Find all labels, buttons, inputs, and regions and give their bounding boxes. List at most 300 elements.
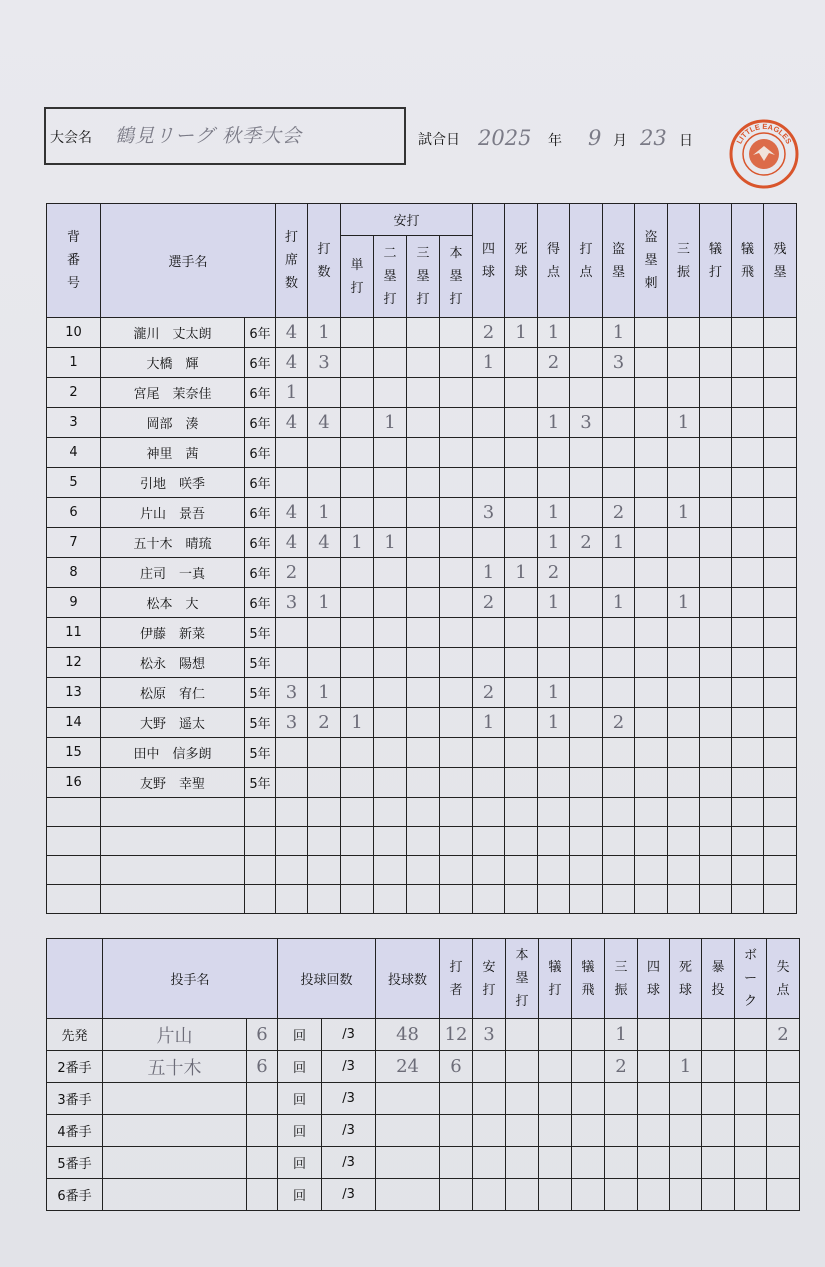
blank-cell [570,856,603,885]
stat-hbp [505,378,538,408]
player-name: 片山 景吾 [101,498,245,528]
pitcher-role: 3番手 [47,1083,103,1115]
stat-pa [276,618,308,648]
pstat-sf [572,1115,605,1147]
stat-single [341,618,374,648]
stat-rbi: 3 [570,408,603,438]
inning-unit: 回 [278,1147,322,1179]
pstat-hr [506,1083,539,1115]
stat-double [374,708,407,738]
col-triple [407,236,440,318]
stat-double [374,618,407,648]
header-text: 失 点 [776,959,790,998]
pitcher-innings-full [247,1115,278,1147]
col-cs [635,204,668,318]
inning-third: /3 [322,1083,376,1115]
header-text: 本 塁 打 [449,246,463,307]
stat-runs: 1 [538,318,570,348]
stat-runs: 1 [538,528,570,558]
stat-cs [635,348,668,378]
pstat-r [767,1115,800,1147]
blank-row [47,798,825,827]
stat-so [668,768,700,798]
stat-hr [440,648,473,678]
header-text: 残 塁 [773,241,787,280]
player-row [47,648,825,678]
blank-cell [764,856,797,885]
stat-triple [407,618,440,648]
pstat-h [473,1179,506,1211]
pstat-hr [506,1019,539,1051]
pitch-count: 24 [376,1051,440,1083]
blank-cell [538,798,570,827]
pstat-balk [735,1147,767,1179]
pitching-table [46,938,800,1211]
stat-ab [308,768,341,798]
player-number: 8 [47,558,101,588]
pstat-bf: 6 [440,1051,473,1083]
stat-triple [407,738,440,768]
stat-rbi [570,378,603,408]
date-month: 9 [588,126,602,150]
stat-sf [732,498,764,528]
blank-row [47,885,825,914]
pstat-so [605,1179,638,1211]
stat-hbp [505,648,538,678]
player-row [47,378,825,408]
col-runs [538,204,570,318]
stat-hr [440,378,473,408]
col-sb [603,204,635,318]
pitcher-role: 5番手 [47,1147,103,1179]
stat-sb [603,648,635,678]
stat-single: 1 [341,708,374,738]
stat-sf [732,558,764,588]
stat-rbi: 2 [570,528,603,558]
col-p-hr [506,939,539,1019]
pitcher-name: 片山 [103,1019,247,1051]
header-text: 犠 飛 [741,241,755,280]
inning-unit: 回 [278,1019,322,1051]
year-unit: 年 [548,133,562,149]
pstat-wp [702,1115,735,1147]
blank-cell [407,885,440,914]
stat-pa: 4 [276,348,308,378]
pstat-hr [506,1147,539,1179]
pstat-r [767,1051,800,1083]
pstat-wp [702,1179,735,1211]
stat-sac [700,318,732,348]
pitch-count [376,1115,440,1147]
col-ab [308,204,341,318]
stat-double [374,498,407,528]
stat-ab [308,648,341,678]
pstat-hbp [670,1147,702,1179]
stat-so: 1 [668,498,700,528]
pstat-balk [735,1115,767,1147]
pstat-sf [572,1083,605,1115]
stat-hbp [505,768,538,798]
stat-sf [732,588,764,618]
pstat-h [473,1115,506,1147]
player-name: 引地 咲季 [101,468,245,498]
pitcher-innings-full [247,1147,278,1179]
stat-single [341,408,374,438]
pstat-bb [638,1083,670,1115]
stat-triple [407,558,440,588]
player-name: 瀧川 丈太朗 [101,318,245,348]
stat-sb [603,768,635,798]
stat-single [341,318,374,348]
stat-sac [700,708,732,738]
pstat-bb [638,1051,670,1083]
stat-triple [407,348,440,378]
pstat-bf [440,1115,473,1147]
blank-cell [603,856,635,885]
stat-so [668,378,700,408]
player-grade: 6年 [245,318,276,348]
blank-cell [603,885,635,914]
stat-so [668,348,700,378]
stat-sb: 2 [603,498,635,528]
date-day: 23 [640,126,667,150]
col-so [668,204,700,318]
stat-pa [276,468,308,498]
stat-triple [407,318,440,348]
player-grade: 5年 [245,738,276,768]
stat-runs [538,618,570,648]
player-grade: 5年 [245,678,276,708]
stat-hbp [505,708,538,738]
stat-walk: 2 [473,318,505,348]
stat-runs [538,438,570,468]
blank-cell [245,827,276,856]
stat-walk [473,468,505,498]
col-p-sf [572,939,605,1019]
pstat-h [473,1083,506,1115]
pitcher-innings-full: 6 [247,1051,278,1083]
stat-hr [440,678,473,708]
blank-cell [245,798,276,827]
stat-triple [407,498,440,528]
player-number: 11 [47,618,101,648]
stat-sf [732,348,764,378]
stat-hbp: 1 [505,558,538,588]
stat-single [341,678,374,708]
blank-cell [473,885,505,914]
stat-rbi [570,708,603,738]
stat-pa: 4 [276,498,308,528]
stat-ab [308,558,341,588]
inning-third: /3 [322,1019,376,1051]
stat-sac [700,438,732,468]
player-grade: 6年 [245,438,276,468]
header-text: 死 球 [679,959,693,998]
player-name: 岡部 湊 [101,408,245,438]
col-p-bb [638,939,670,1019]
blank-cell [505,798,538,827]
header-text: 打 点 [579,241,593,280]
stat-so [668,468,700,498]
player-name: 庄司 一真 [101,558,245,588]
player-grade: 5年 [245,648,276,678]
stat-sb: 1 [603,318,635,348]
player-grade: 6年 [245,558,276,588]
stat-lob [764,378,797,408]
pitch-count [376,1179,440,1211]
blank-cell [47,827,101,856]
blank-cell [308,798,341,827]
pstat-sf [572,1051,605,1083]
stat-so [668,318,700,348]
pstat-bb [638,1019,670,1051]
stat-walk [473,738,505,768]
stat-cs [635,768,668,798]
blank-cell [308,885,341,914]
blank-row [47,827,825,856]
stat-cs [635,738,668,768]
stat-cs [635,498,668,528]
stat-walk: 1 [473,558,505,588]
stat-sf [732,768,764,798]
player-grade: 5年 [245,708,276,738]
blank-cell [341,856,374,885]
blank-cell [308,856,341,885]
stat-so [668,528,700,558]
stat-cs [635,438,668,468]
stat-so [668,618,700,648]
pstat-sac [539,1083,572,1115]
stat-sf [732,678,764,708]
blank-cell [505,827,538,856]
stat-double: 1 [374,528,407,558]
stat-sf [732,318,764,348]
stat-cs [635,318,668,348]
col-pitches: 投球数 [376,939,440,1019]
blank-cell [374,827,407,856]
pstat-hbp [670,1115,702,1147]
header-text: 四 球 [647,959,661,998]
stat-rbi [570,468,603,498]
pstat-sf [572,1179,605,1211]
blank-cell [473,827,505,856]
stat-pa [276,648,308,678]
logo-text: LITTLE EAGLES [734,121,794,146]
stat-triple [407,438,440,468]
pitcher-name [103,1115,247,1147]
stat-rbi [570,678,603,708]
blank-cell [47,885,101,914]
stat-cs [635,468,668,498]
stat-so [668,558,700,588]
blank-cell [374,798,407,827]
blank-cell [341,798,374,827]
pstat-r: 2 [767,1019,800,1051]
header-text: 四 球 [482,241,496,280]
stat-pa: 3 [276,588,308,618]
player-number: 5 [47,468,101,498]
stat-cs [635,558,668,588]
player-row [47,498,825,528]
stat-sac [700,588,732,618]
blank-cell [101,798,245,827]
player-name: 伊藤 新菜 [101,618,245,648]
stat-runs: 1 [538,678,570,708]
inning-unit: 回 [278,1179,322,1211]
blank-cell [538,885,570,914]
col-h [473,939,506,1019]
stat-so [668,648,700,678]
stat-single [341,648,374,678]
blank-cell [276,827,308,856]
stat-hbp [505,588,538,618]
stat-rbi [570,318,603,348]
pitcher-name [103,1179,247,1211]
stat-runs [538,648,570,678]
header-text: 犠 飛 [581,959,595,998]
stat-triple [407,588,440,618]
stat-double [374,378,407,408]
blank-cell [245,885,276,914]
stat-walk: 1 [473,708,505,738]
player-row [47,588,825,618]
pstat-bf: 12 [440,1019,473,1051]
stat-sac [700,348,732,378]
blank-cell [473,798,505,827]
tournament-label: 大会名 [50,130,92,146]
pstat-balk [735,1083,767,1115]
blank-cell [570,827,603,856]
col-sf [732,204,764,318]
stat-hr [440,438,473,468]
stat-rbi [570,558,603,588]
stat-hr [440,738,473,768]
blank-cell [700,856,732,885]
col-pitcher-name: 投手名 [103,939,278,1019]
col-bf [440,939,473,1019]
stat-sf [732,528,764,558]
stat-walk: 2 [473,678,505,708]
stat-lob [764,648,797,678]
stat-rbi [570,588,603,618]
blank-cell [440,798,473,827]
blank-cell [101,856,245,885]
pitcher-row [47,1179,800,1211]
stat-cs [635,378,668,408]
stat-hr [440,768,473,798]
pstat-sac [539,1179,572,1211]
blank-cell [276,798,308,827]
stat-pa: 4 [276,318,308,348]
pstat-sac [539,1019,572,1051]
stat-triple [407,528,440,558]
stat-lob [764,588,797,618]
pitcher-name [103,1083,247,1115]
blank-cell [764,827,797,856]
player-row [47,678,825,708]
player-grade: 6年 [245,378,276,408]
stat-rbi [570,348,603,378]
col-role [47,939,103,1019]
stat-double [374,588,407,618]
pstat-bf [440,1083,473,1115]
stat-double [374,468,407,498]
stat-hbp [505,678,538,708]
blank-cell [341,827,374,856]
stat-double [374,558,407,588]
stat-sf [732,708,764,738]
player-name: 友野 幸聖 [101,768,245,798]
blank-cell [764,885,797,914]
blank-cell [570,798,603,827]
col-double [374,236,407,318]
stat-lob [764,438,797,468]
col-pa [276,204,308,318]
blank-cell [407,798,440,827]
header-text: 背 番 号 [66,230,80,291]
stat-triple [407,678,440,708]
header-text: 盗 塁 刺 [644,230,658,291]
stat-single [341,438,374,468]
pstat-r [767,1083,800,1115]
player-number: 1 [47,348,101,378]
blank-cell [308,827,341,856]
stat-sac [700,408,732,438]
blank-cell [732,885,764,914]
player-number: 13 [47,678,101,708]
player-number: 4 [47,438,101,468]
stat-sb: 1 [603,528,635,558]
pstat-balk [735,1179,767,1211]
player-number: 16 [47,768,101,798]
stat-single [341,738,374,768]
pitcher-row [47,1083,800,1115]
stat-so [668,738,700,768]
blank-cell [440,827,473,856]
stat-hr [440,348,473,378]
pstat-r [767,1147,800,1179]
header-text: 死 球 [514,241,528,280]
stat-lob [764,498,797,528]
pstat-h [473,1147,506,1179]
stat-ab: 4 [308,408,341,438]
stat-sac [700,378,732,408]
stat-triple [407,708,440,738]
pitch-count [376,1083,440,1115]
blank-cell [668,798,700,827]
pstat-bf [440,1179,473,1211]
stat-lob [764,678,797,708]
stat-sb: 2 [603,708,635,738]
pitch-count: 48 [376,1019,440,1051]
blank-cell [276,856,308,885]
player-name: 松原 宥仁 [101,678,245,708]
player-name: 五十木 晴琉 [101,528,245,558]
day-unit: 日 [679,133,693,149]
blank-cell [473,856,505,885]
header-text: 打 数 [317,241,331,280]
stat-walk: 3 [473,498,505,528]
pitcher-row [47,1147,800,1179]
stat-sac [700,768,732,798]
blank-cell [635,798,668,827]
pstat-bb [638,1179,670,1211]
stat-lob [764,768,797,798]
stat-sf [732,618,764,648]
header-text: 得 点 [547,241,561,280]
header-text: ボ ー ク [744,948,758,1009]
stat-cs [635,618,668,648]
